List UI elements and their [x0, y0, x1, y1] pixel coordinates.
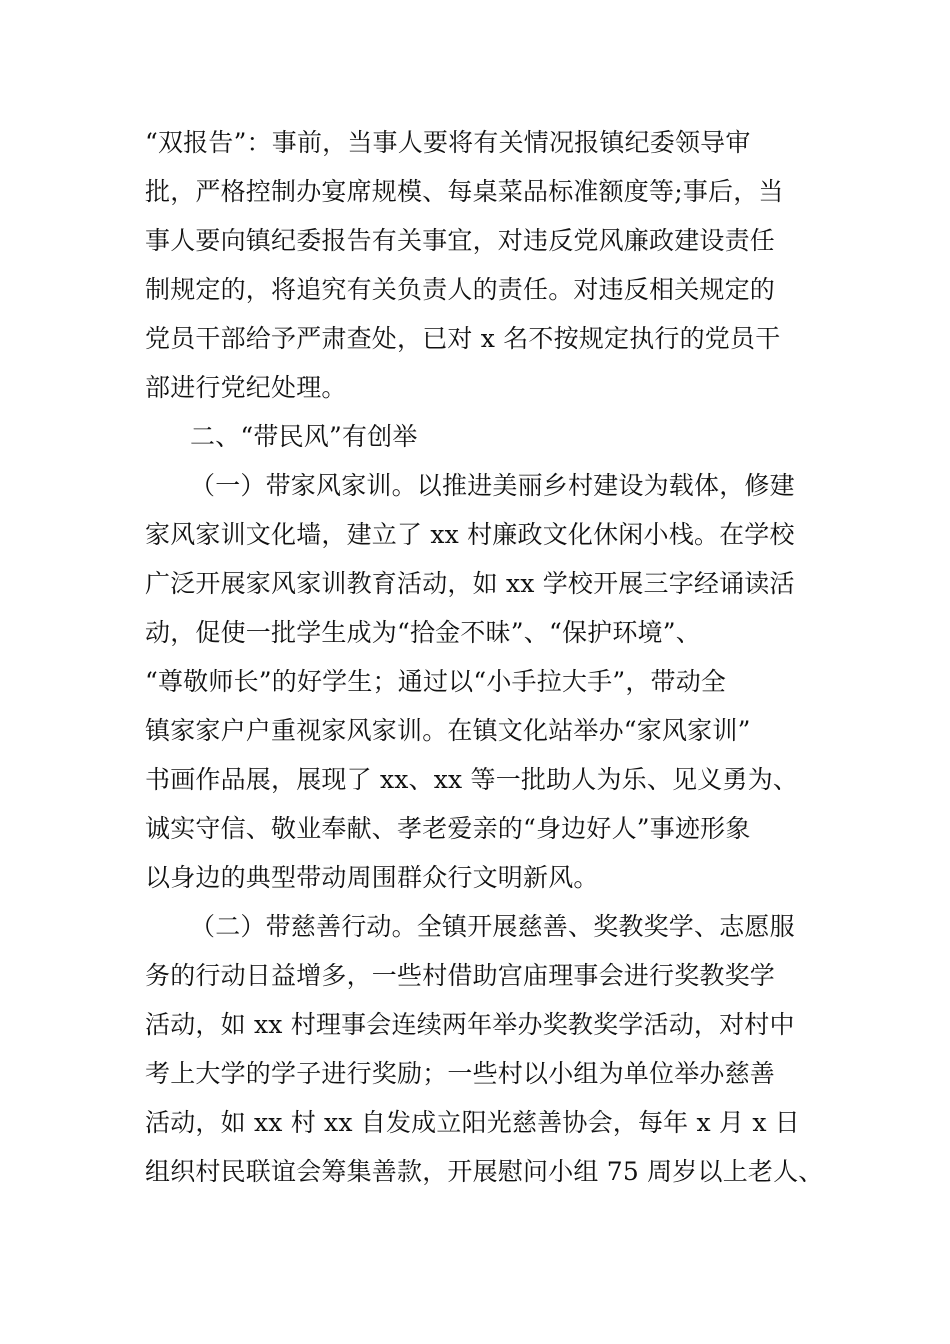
text-line: 动，促使一批学生成为“拾金不昧”、“保护环境”、 — [145, 618, 701, 647]
text-line: 家风家训文化墙，建立了 xx 村廉政文化休闲小栈。在学校 — [145, 520, 795, 549]
text-line: 以身边的典型带动周围群众行文明新风。 — [145, 863, 599, 892]
text-line: 广泛开展家风家训教育活动，如 xx 学校开展三字经诵读活 — [145, 569, 795, 598]
text-line: “尊敬师长”的好学生；通过以“小手拉大手”，带动全 — [145, 667, 727, 696]
text-line: 务的行动日益增多，一些村借助宫庙理事会进行奖教奖学 — [145, 961, 776, 990]
text-line: 考上大学的学子进行奖励；一些村以小组为单位举办慈善 — [145, 1059, 776, 1088]
section-heading: 二、“带民风”有创举 — [190, 422, 418, 451]
text-line: 诚实守信、敬业奉献、孝老爱亲的“身边好人”事迹形象 — [145, 814, 751, 843]
text-line: 制规定的，将追究有关负责人的责任。对违反相关规定的 — [145, 275, 776, 304]
text-line: 部进行党纪处理。 — [145, 373, 347, 402]
text-line: 活动，如 xx 村 xx 自发成立阳光慈善协会，每年 x 月 x 日 — [145, 1108, 800, 1137]
paragraph-first-line: （二）带慈善行动。全镇开展慈善、奖教奖学、志愿服 — [190, 912, 795, 941]
text-line: 书画作品展，展现了 xx、xx 等一批助人为乐、见义勇为、 — [145, 765, 799, 794]
text-line: 批，严格控制办宴席规模、每桌菜品标准额度等;事后，当 — [145, 177, 784, 206]
text-line: “双报告”：事前，当事人要将有关情况报镇纪委领导审 — [145, 128, 751, 157]
text-line: 活动，如 xx 村理事会连续两年举办奖教奖学活动，对村中 — [145, 1010, 795, 1039]
text-line: 组织村民联谊会筹集善款，开展慰问小组 75 周岁以上老人、 — [145, 1157, 824, 1186]
paragraph-first-line: （一）带家风家训。以推进美丽乡村建设为载体，修建 — [190, 471, 795, 500]
text-line: 镇家家户户重视家风家训。在镇文化站举办“家风家训” — [145, 716, 751, 745]
text-line: 事人要向镇纪委报告有关事宜，对违反党风廉政建设责任 — [145, 226, 776, 255]
text-line: 党员干部给予严肃查处，已对 x 名不按规定执行的党员干 — [145, 324, 781, 353]
